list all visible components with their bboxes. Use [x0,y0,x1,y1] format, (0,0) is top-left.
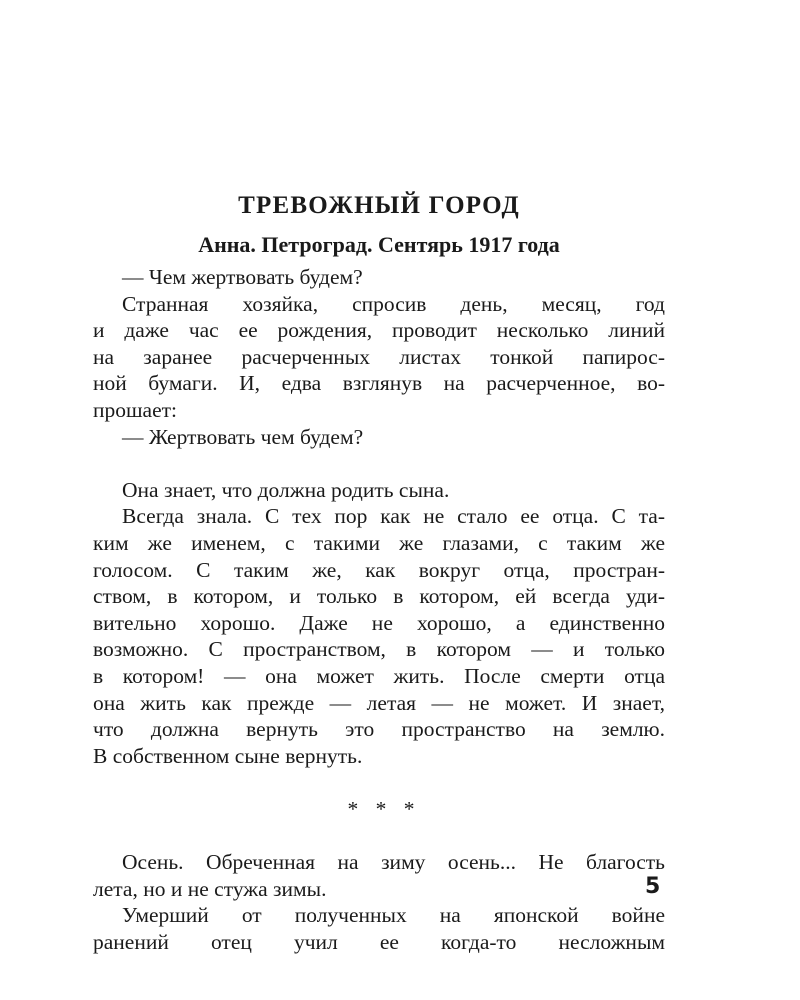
text-line: голосом. С таким же, как вокруг отца, простран- [93,557,665,582]
text-line: и даже час ее рождения, проводит несколько линий [93,318,665,343]
book-page [93,0,665,1000]
text-line: Странная хозяйка, спросив день, месяц, год [122,291,665,316]
text-line: — Жертвовать чем будем? [122,424,364,449]
section-separator: * * * [347,796,421,821]
body-text [93,264,665,955]
text-line: Умерший от полученных на японской войне [122,903,665,928]
text-line: Она знает, что должна родить сына. [122,477,450,502]
text-line: прошает: [93,397,178,422]
text-line: в котором! — она может жить. После смерти отца [93,663,665,688]
text-line: ством, в котором, и только в котором, ей всегда уди- [93,584,665,609]
page-number: 5 [645,874,661,899]
text-line: В собственном сыне вернуть. [93,743,363,768]
text-line: ранений отец учил ее когда-то несложным [93,929,665,954]
chapter-title: ТРЕВОЖНЫЙ ГОРОД [238,192,520,219]
text-line: на заранее расчерченных листах тонкой папирос- [93,344,665,369]
chapter-subtitle: Анна. Петроград. Сентярь 1917 года [198,232,560,257]
text-line: Осень. Обреченная на зиму осень... Не благость [122,850,665,875]
text-line: что должна вернуть это пространство на землю. [93,717,665,742]
text-line: возможно. С пространством, в котором — и только [93,637,665,662]
text-line: Всегда знала. С тех пор как не стало ее отца. С та- [122,504,665,529]
blank-line [93,822,665,849]
text-line: вительно хорошо. Даже не хорошо, а единственно [93,610,665,635]
text-line: ким же именем, с такими же глазами, с таким же [93,530,665,555]
text-line: — Чем жертвовать будем? [122,265,363,289]
blank-line [93,450,665,477]
text-line: лета, но и не стужа зимы. [93,876,327,901]
blank-line [93,769,665,796]
text-line: ной бумаги. И, едва взглянув на расчерченное, во- [93,371,665,396]
text-line: она жить как прежде — летая — не может. И знает, [93,690,665,715]
